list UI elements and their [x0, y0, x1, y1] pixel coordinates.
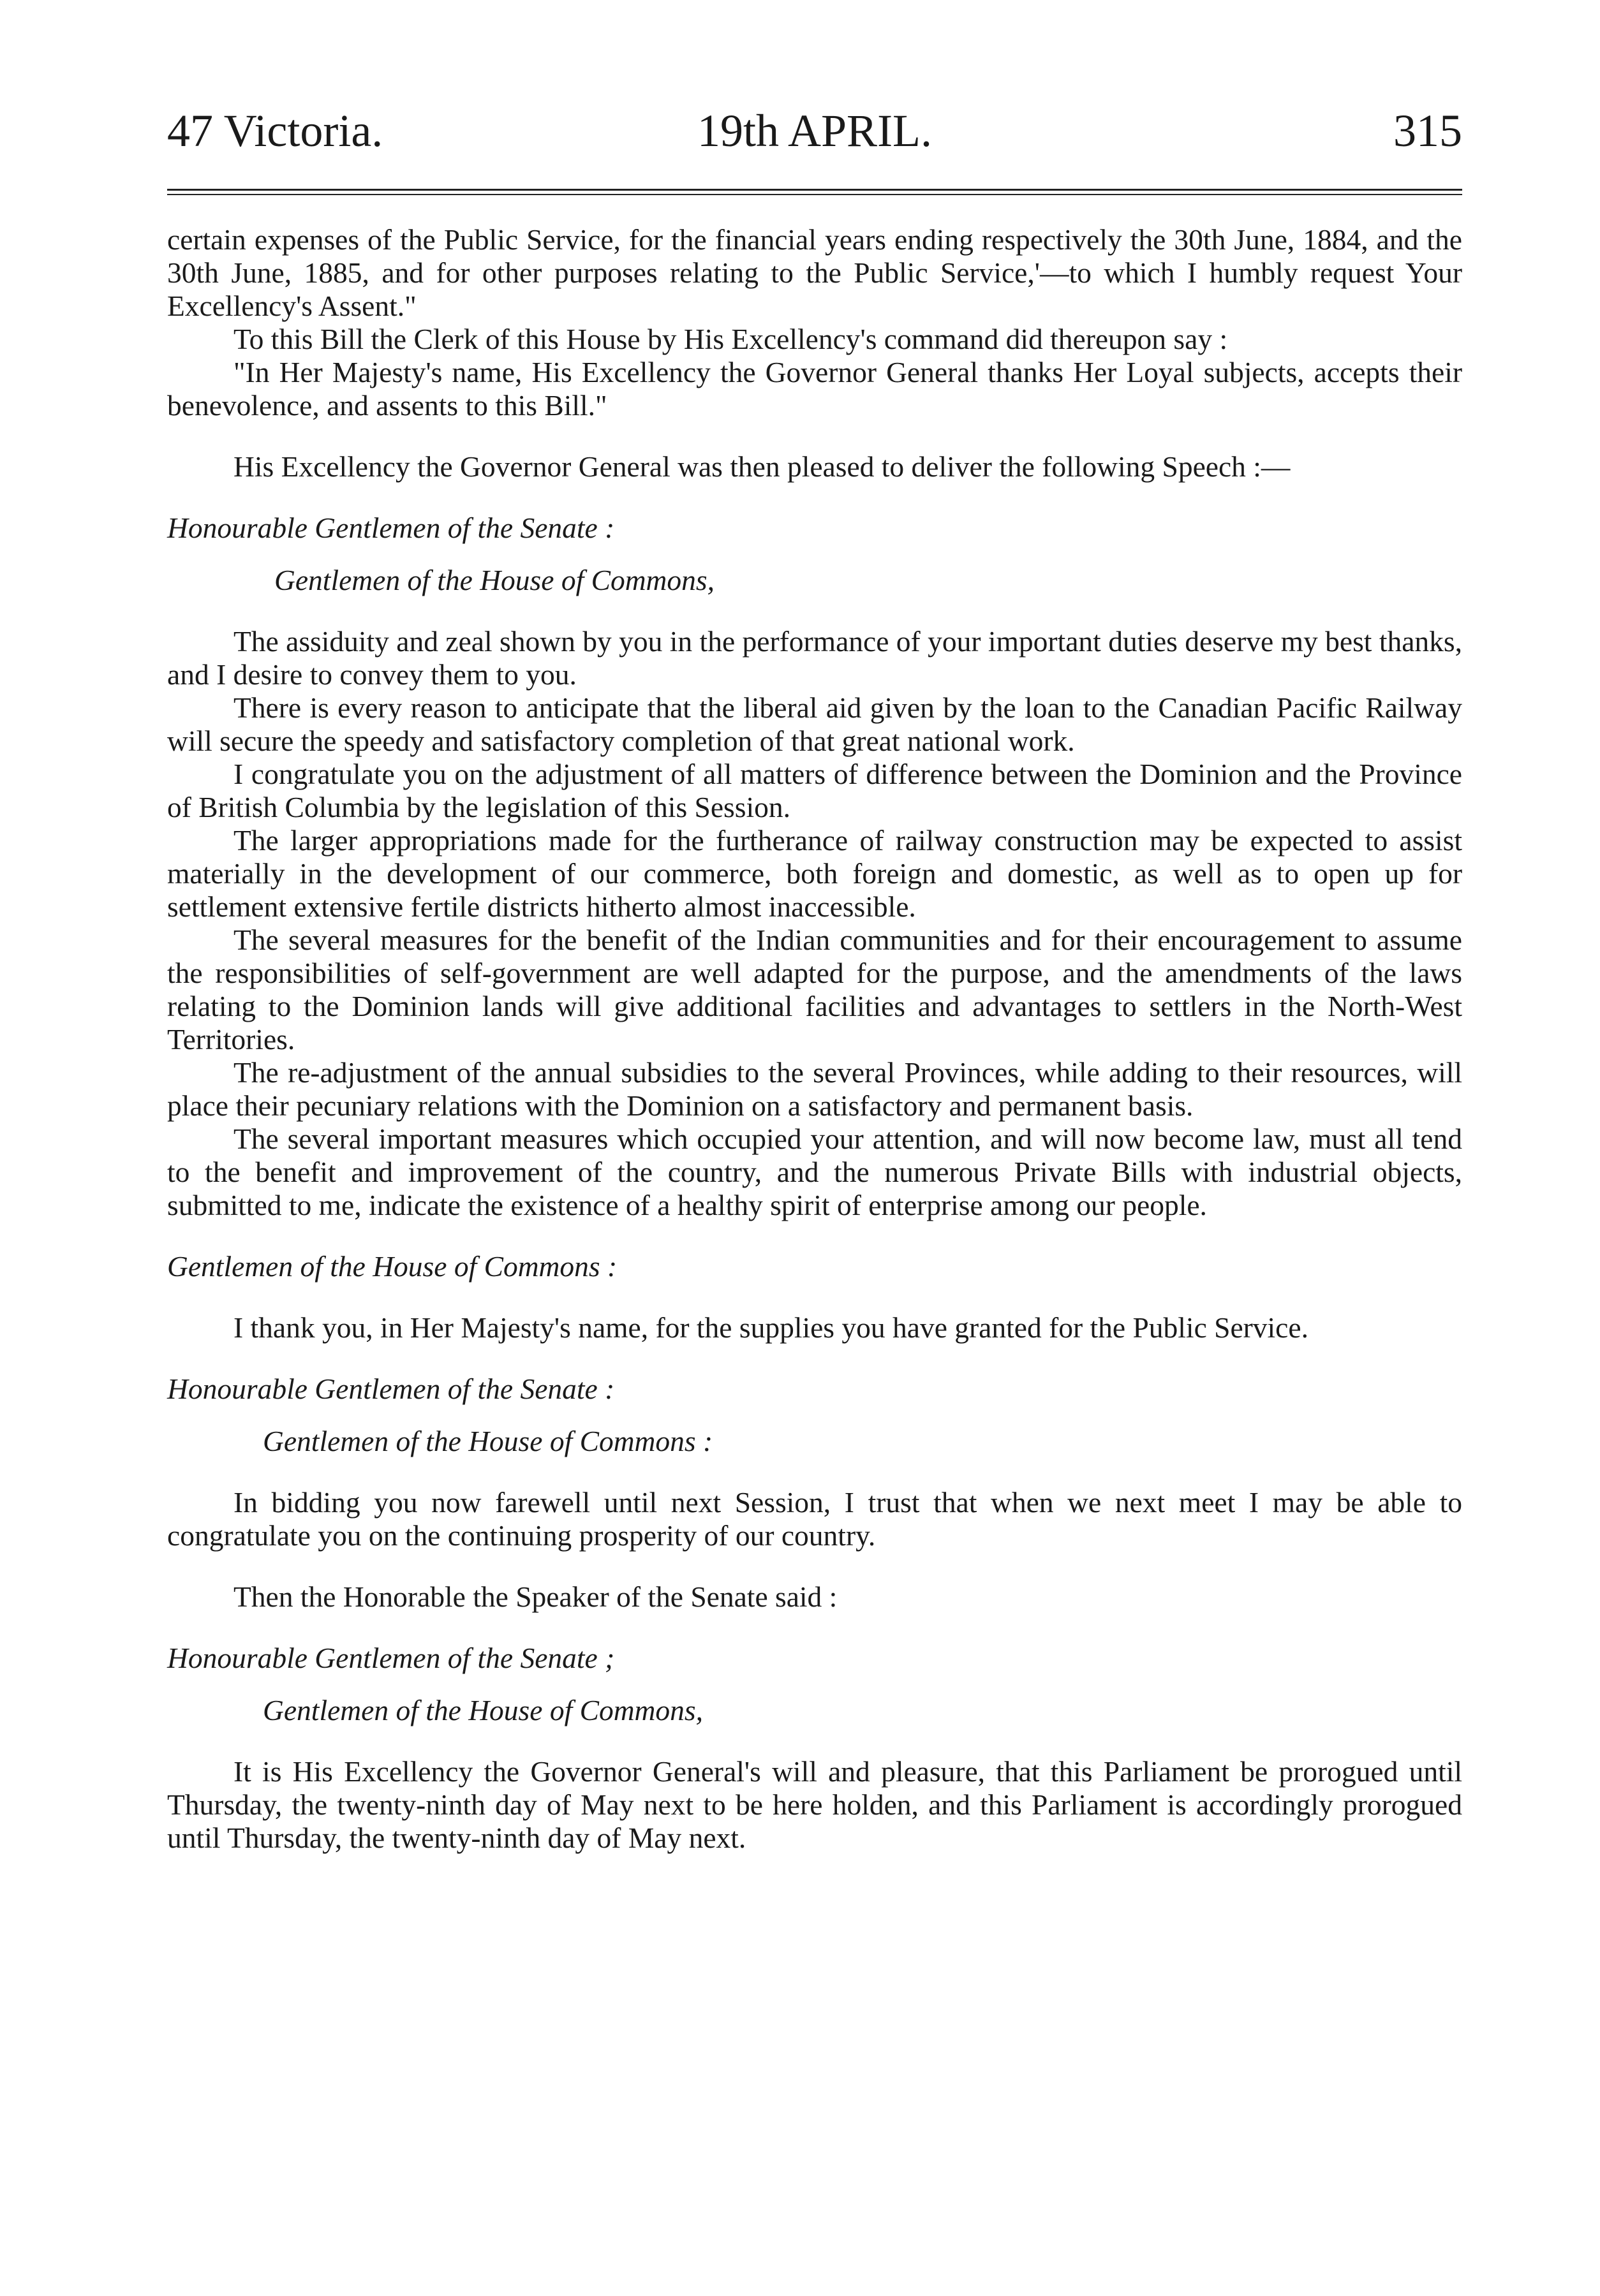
body-text — [167, 223, 1462, 1855]
address-commons-1: Gentlemen of the House of Commons, — [274, 564, 715, 596]
address-senate-1: Honourable Gentlemen of the Senate : — [167, 511, 615, 544]
address-senate-4: Honourable Gentlemen of the Senate ; — [167, 1642, 615, 1674]
speech-intro: His Excellency the Governor General was then pleased to deliver the following Speech :— — [233, 450, 1291, 483]
clerk-statement: To this Bill the Clerk of this House by His Excellency's command did thereupon say : — [233, 323, 1228, 355]
header-session: 47 Victoria. — [167, 105, 383, 156]
speech-para-6: The re-adjustment of the annual subsidies to the several Provinces, while adding to their resources, will place their pecuniary relations with the Dominion on a satisfactory and permanent basis. — [167, 1056, 1462, 1122]
header-rule — [167, 189, 1462, 195]
address-commons-4: Gentlemen of the House of Commons, — [263, 1694, 703, 1726]
speech-para-7: The several important measures which occupied your attention, and will now become law, must all tend to the benefit and improvement of the country, and the numerous Private Bills with industrial objects, submitted to me, indicate the existence of a healthy spirit of enterprise among our people. — [167, 1122, 1462, 1221]
speaker-statement: Then the Honorable the Speaker of the Senate said : — [233, 1580, 838, 1613]
speech-para-1: The assiduity and zeal shown by you in the performance of your important duties deserve my best thanks, and I desire to convey them to you. — [167, 625, 1462, 691]
bill-continuation: certain expenses of the Public Service, for the financial years ending respectively the 30th June, 1884, and the 30th June, 1885, and for other purposes relating to the Public Service,'—to which I humbly request Your Excellency's Assent." — [167, 223, 1462, 322]
address-senate-3: Honourable Gentlemen of the Senate : — [167, 1372, 615, 1405]
address-commons-3: Gentlemen of the House of Commons : — [263, 1425, 713, 1457]
running-header — [167, 96, 1462, 166]
speech-para-9: In bidding you now farewell until next Session, I trust that when we next meet I may be able to congratulate you on the continuing prosperity of our country. — [167, 1486, 1462, 1552]
header-date: 19th APRIL. — [697, 105, 933, 156]
journal-page — [167, 96, 1462, 1855]
speech-para-3: I congratulate you on the adjustment of all matters of difference between the Dominion and the Province of British Columbia by the legislation of this Session. — [167, 758, 1462, 823]
speech-para-4: The larger appropriations made for the furtherance of railway construction may be expected to assist materially in the development of our commerce, both foreign and domestic, as well as to open up for settlement extensive fertile districts hitherto almost inaccessible. — [167, 824, 1462, 923]
royal-assent-quote: "In Her Majesty's name, His Excellency the Governor General thanks Her Loyal subjects, accepts their benevolence, and assents to this Bill." — [167, 356, 1462, 422]
address-commons-2: Gentlemen of the House of Commons : — [167, 1250, 618, 1283]
page-number: 315 — [1393, 105, 1462, 156]
speech-para-5: The several measures for the benefit of the Indian communities and for their encouragement to assume the responsibilities of self-government are well adapted for the purpose, and the amendments of the laws relating to the Dominion lands will give additional facilities and advantages to settlers in the North-West Territories. — [167, 924, 1462, 1056]
speech-para-8: I thank you, in Her Majesty's name, for the supplies you have granted for the Public Service. — [233, 1311, 1308, 1344]
prorogation-paragraph: It is His Excellency the Governor General's will and pleasure, that this Parliament be prorogued until Thursday, the twenty-ninth day of May next to be here holden, and this Parliament is accordingly prorogued until Thursday, the twenty-ninth day of May next. — [167, 1755, 1462, 1854]
speech-para-2: There is every reason to anticipate that the liberal aid given by the loan to the Canadian Pacific Railway will secure the speedy and satisfactory completion of that great national work. — [167, 691, 1462, 757]
